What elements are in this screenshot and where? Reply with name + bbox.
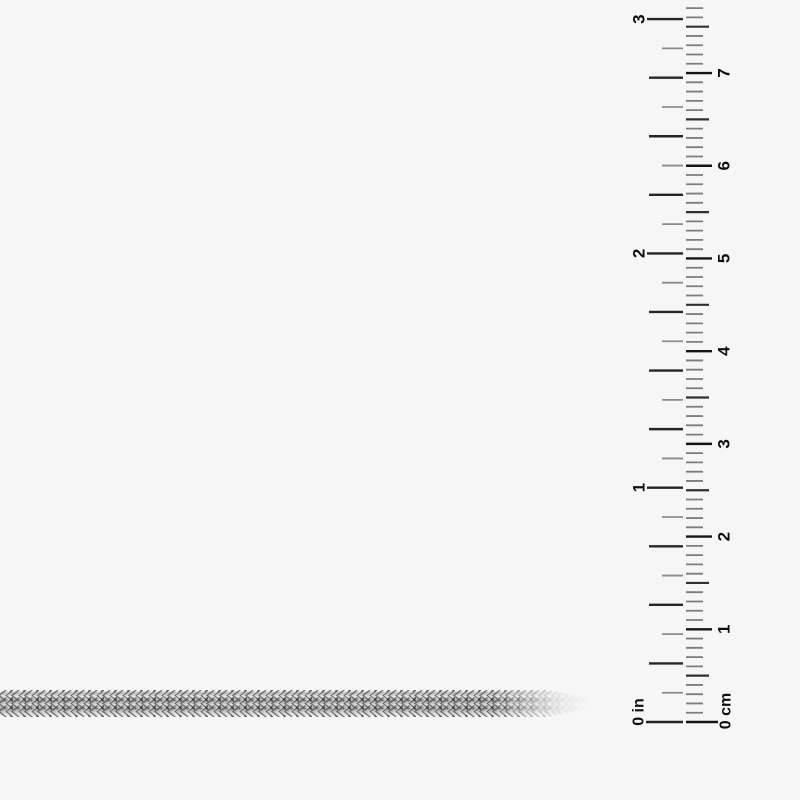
ruler-label-inch-0: 0 in xyxy=(630,698,648,726)
ruler-label-inch-2: 2 xyxy=(629,248,649,259)
ruler-label-cm-0: 0 cm xyxy=(717,692,735,730)
wheat-chain-photo xyxy=(0,690,588,717)
ruler-label-cm-1: 1 xyxy=(714,624,734,635)
ruler-label-cm-4: 4 xyxy=(714,346,734,356)
ruler-label-cm-7: 7 xyxy=(714,68,734,78)
ruler-label-cm-3: 3 xyxy=(714,439,734,449)
chain-body xyxy=(0,690,588,717)
ruler-label-cm-2: 2 xyxy=(714,531,734,542)
ruler-label-inch-1: 1 xyxy=(629,482,649,493)
ruler-label-cm-6: 6 xyxy=(714,161,734,171)
ruler-label-cm-5: 5 xyxy=(714,253,734,264)
ruler-label-inch-3: 3 xyxy=(629,14,649,24)
